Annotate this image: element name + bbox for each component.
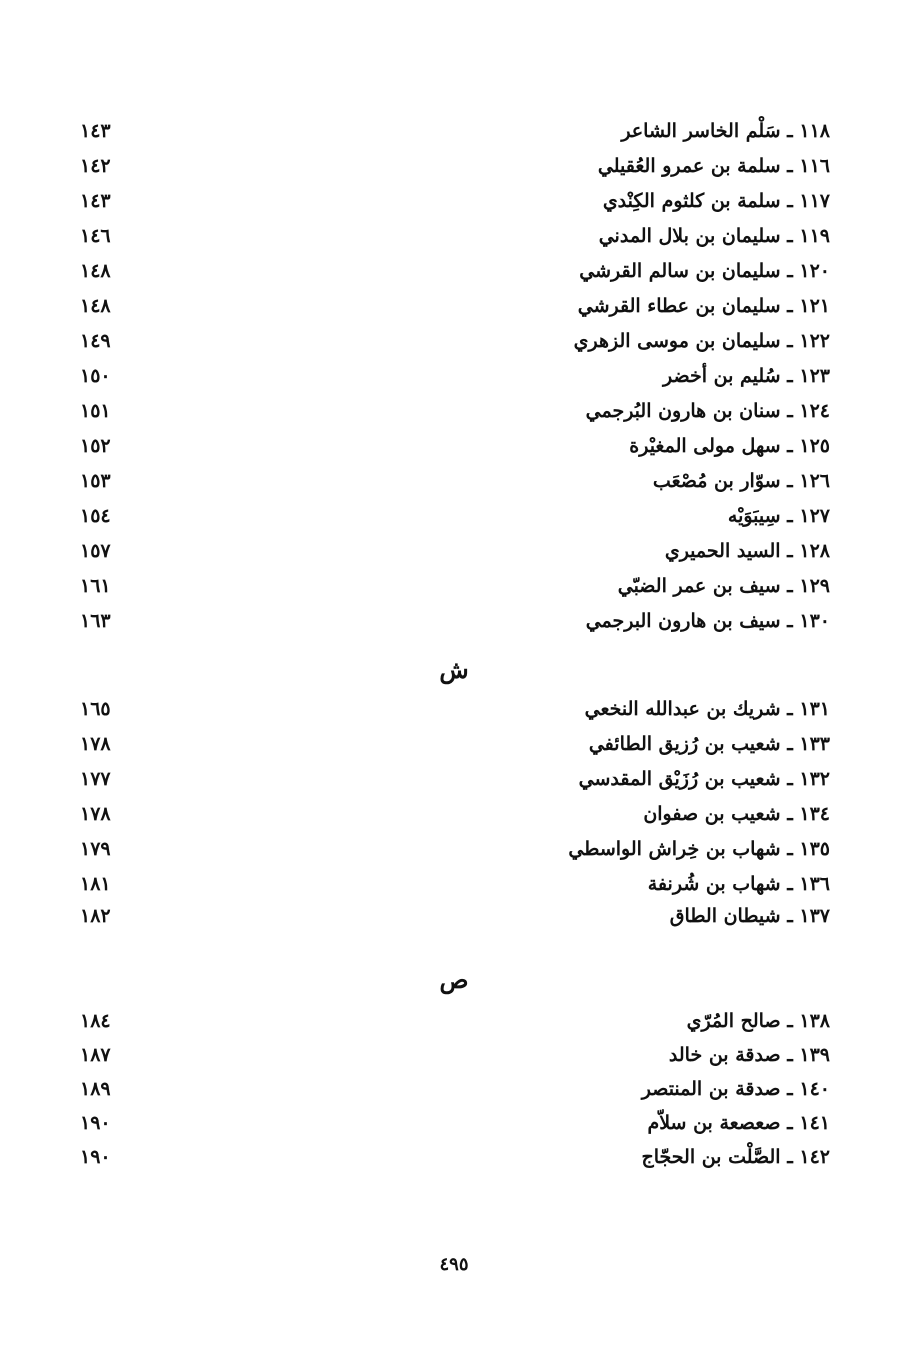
index-entry [80,429,830,463]
entry-name: ١٢٢ ـ سليمان بن موسى الزهري [573,330,830,352]
entry-name: ١٣٧ ـ شيطان الطاق [669,905,830,927]
entry-name: ١٢٧ ـ سِيبَوَيْه [727,505,830,527]
entry-name: ١٤١ ـ صعصعة بن سلاّم [647,1112,830,1134]
index-entry [80,692,830,726]
entry-name: ١٢٤ ـ سنان بن هارون البُرجمي [585,400,830,422]
entry-name: ١١٧ ـ سلمة بن كلثوم الكِنْدي [602,190,830,212]
index-entry [80,1072,830,1106]
entry-name: ١١٦ ـ سلمة بن عمرو العُقيلي [597,155,830,177]
index-entry [80,499,830,533]
entry-name: ١٣٣ ـ شعيب بن رُزيق الطائفي [588,733,830,755]
index-entry [80,604,830,638]
entry-name: ١٣٠ ـ سيف بن هارون البرجمي [585,610,830,632]
entry-page-number: ١٨٤ [80,1010,111,1032]
entry-page-number: ١٨٩ [80,1078,111,1100]
entry-page-number: ١٤٦ [80,225,111,247]
entry-name: ١٣٦ ـ شهاب بن شُرنفة [647,873,830,895]
index-entry [80,289,830,323]
index-entry [80,797,830,831]
entry-name: ١٢٣ ـ سُليم بن أخضر [663,365,830,387]
index-entry [80,219,830,253]
entry-page-number: ١٥١ [80,400,111,422]
entry-name: ١٣١ ـ شريك بن عبدالله النخعي [584,698,830,720]
index-entry [80,359,830,393]
index-entry [80,394,830,428]
entry-name: ١٣٨ ـ صالح المُرّي [686,1010,830,1032]
entry-name: ١٣٢ ـ شعيب بن رُزَيْق المقدسي [578,768,830,790]
section-heading-shin: ش [439,655,469,684]
entry-page-number: ١٦٥ [80,698,111,720]
index-entry [80,324,830,358]
entry-name: ١٢٨ ـ السيد الحميري [664,540,830,562]
entry-name: ١٢٥ ـ سهل مولى المغيْرة [629,435,830,457]
entry-page-number: ١٦٣ [80,610,111,632]
page-number-footer: ٤٩٥ [439,1254,469,1275]
entry-page-number: ١٥٤ [80,505,111,527]
entry-page-number: ١٧٧ [80,768,111,790]
entry-name: ١٢٠ ـ سليمان بن سالم القرشي [579,260,830,282]
entry-page-number: ١٧٨ [80,733,111,755]
entry-page-number: ١٤٨ [80,260,111,282]
index-entry [80,184,830,218]
entry-page-number: ١٥٢ [80,435,111,457]
entry-name: ١٢٩ ـ سيف بن عمر الضبّي [617,575,830,597]
section-heading-sad: ص [439,965,469,994]
index-entry [80,569,830,603]
entry-page-number: ١٨١ [80,873,111,895]
entry-name: ١٣٩ ـ صدقة بن خالد [668,1044,830,1066]
entry-page-number: ١٩٠ [80,1112,111,1134]
index-entry [80,464,830,498]
entry-page-number: ١٧٩ [80,838,111,860]
entry-page-number: ١٨٧ [80,1044,111,1066]
entry-page-number: ١٨٢ [80,905,111,927]
index-entry [80,727,830,761]
index-entry [80,1038,830,1072]
entry-name: ١٣٤ ـ شعيب بن صفوان [643,803,830,825]
entry-name: ١١٨ ـ سَلْم الخاسر الشاعر [621,120,830,142]
index-entry [80,867,830,901]
entry-name: ١٤٢ ـ الصَّلْت بن الحجّاج [641,1146,830,1168]
entry-page-number: ١٤٢ [80,155,111,177]
index-entry [80,832,830,866]
entry-page-number: ١٦١ [80,575,111,597]
entry-page-number: ١٥٠ [80,365,111,387]
entry-name: ١٢١ ـ سليمان بن عطاء القرشي [577,295,830,317]
entry-page-number: ١٧٨ [80,803,111,825]
entry-page-number: ١٩٠ [80,1146,111,1168]
entry-name: ١٤٠ ـ صدقة بن المنتصر [641,1078,830,1100]
index-entry [80,762,830,796]
index-entry [80,899,830,933]
index-entry [80,149,830,183]
entry-page-number: ١٥٧ [80,540,111,562]
index-entry [80,534,830,568]
entry-name: ١٣٥ ـ شهاب بن خِراش الواسطي [568,838,830,860]
index-entry [80,1004,830,1038]
index-entry [80,254,830,288]
entry-page-number: ١٤٨ [80,295,111,317]
entry-page-number: ١٤٣ [80,190,111,212]
entry-name: ١١٩ ـ سليمان بن بلال المدني [598,225,830,247]
index-entry [80,1106,830,1140]
index-entry [80,1140,830,1174]
entry-page-number: ١٤٣ [80,120,111,142]
entry-name: ١٢٦ ـ سوّار بن مُصْعَب [652,470,830,492]
index-entry [80,114,830,148]
entry-page-number: ١٤٩ [80,330,111,352]
entry-page-number: ١٥٣ [80,470,111,492]
